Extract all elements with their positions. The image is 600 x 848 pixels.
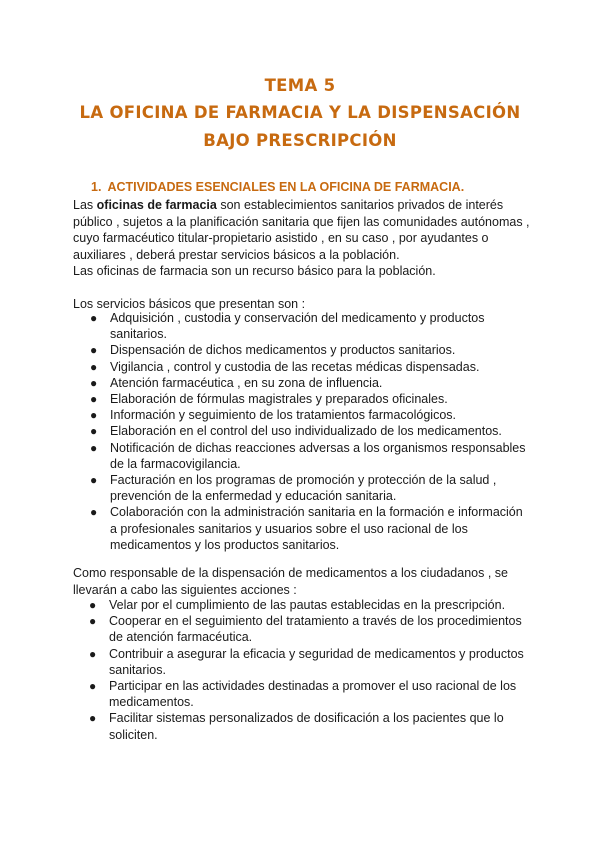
list-item: ● Información y seguimiento de los tratamientos farmacológicos. — [90, 408, 456, 423]
section-number: 1. — [91, 180, 102, 194]
intro-bold-term: oficinas de farmacia — [96, 198, 217, 212]
bullet-icon: ● — [89, 614, 97, 629]
list-item: ● Colaboración con la administración sanitaria en la formación e información a profesionales sanitarios y usuarios sobre el uso racional de los medicamentos y los productos sanitarios. — [90, 505, 523, 552]
services-list — [90, 310, 530, 553]
bullet-icon: ● — [90, 359, 98, 374]
bullet-icon: ● — [89, 598, 97, 612]
list-item: ● Facilitar sistemas personalizados de dosificación a los pacientes que lo soliciten. — [89, 711, 504, 742]
section-heading — [91, 180, 464, 194]
list-item: ● Notificación de dichas reacciones adversas a los organismos responsables de la farmacovigilancia. — [90, 440, 526, 471]
list-item: ● Velar por el cumplimiento de las pautas establecidas en la prescripción. — [89, 598, 506, 612]
bullet-icon: ● — [90, 392, 98, 407]
list-item: ● Atención farmacéutica , en su zona de influencia. — [90, 375, 383, 390]
bullet-icon: ● — [90, 375, 98, 390]
topic-number: TEMA 5 — [264, 76, 336, 95]
list-item: ● Contribuir a asegurar la eficacia y seguridad de medicamentos y productos sanitarios. — [89, 646, 524, 677]
list-item: ● Dispensación de dichos medicamentos y productos sanitarios. — [90, 343, 456, 358]
bullet-icon: ● — [89, 646, 97, 661]
bullet-icon: ● — [90, 424, 98, 439]
list-item: ● Participar en las actividades destinadas a promover el uso racional de los medicamentos. — [89, 679, 517, 710]
section-title: ACTIVIDADES ESENCIALES EN LA OFICINA DE FARMACIA. — [107, 180, 465, 194]
bullet-icon: ● — [89, 711, 97, 726]
topic-title-line-1: LA OFICINA DE FARMACIA Y LA DISPENSACIÓN — [79, 103, 521, 122]
list-item: ● Vigilancia , control y custodia de las recetas médicas dispensadas. — [90, 359, 480, 374]
topic-title-line-2: BAJO PRESCRIPCIÓN — [203, 131, 397, 150]
list-item: ● Elaboración de fórmulas magistrales y preparados oficinales. — [90, 392, 448, 407]
bullet-icon: ● — [90, 505, 98, 520]
list-item: ● Adquisición , custodia y conservación del medicamento y productos sanitarios. — [90, 311, 485, 342]
bullet-icon: ● — [90, 343, 98, 358]
list-item: ● Cooperar en el seguimiento del tratamiento a través de los procedimientos de atención farmacéutica. — [89, 614, 522, 645]
services-intro: Los servicios básicos que presentan son : — [73, 297, 306, 311]
bullet-icon: ● — [89, 679, 97, 694]
bullet-icon: ● — [90, 311, 98, 325]
intro-second-line: Las oficinas de farmacia son un recurso básico para la población. — [73, 264, 436, 278]
intro-text: son establecimientos sanitarios privados de interés público , sujetos a la planificación sanitaria que fijen las comunidades autónomas , cuyo farmacéutico titular-propietario asistido , en su caso , por ayudantes o auxiliares , deberá prestar servicios básicos a la población. — [73, 198, 530, 262]
bullet-icon: ● — [90, 473, 98, 488]
intro-prefix: Las — [73, 198, 97, 212]
actions-list — [89, 597, 529, 743]
list-item: ● Facturación en los programas de promoción y protección de la salud , prevención de la enfermedad y educación sanitaria. — [90, 473, 497, 504]
intro-paragraph — [73, 197, 543, 263]
bullet-icon: ● — [90, 440, 98, 455]
actions-intro: Como responsable de la dispensación de medicamentos a los ciudadanos , se llevarán a cabo las siguientes acciones : — [73, 566, 508, 597]
list-item: ● Elaboración en el control del uso individualizado de los medicamentos. — [90, 424, 502, 439]
bullet-icon: ● — [90, 408, 98, 423]
